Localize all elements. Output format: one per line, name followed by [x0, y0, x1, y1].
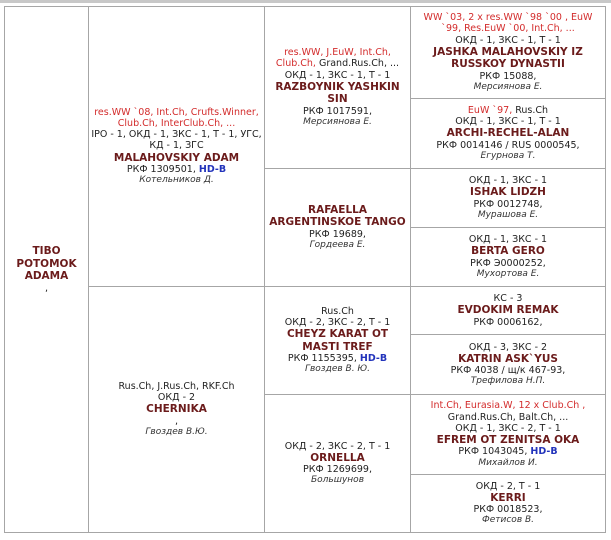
- sss-name[interactable]: JASHKA MALAHOVSKIY IZ RUSSKOY DYNASTII: [433, 45, 583, 71]
- root-dog-comma: ,: [44, 282, 49, 294]
- sire-hd: HD-B: [198, 164, 227, 176]
- dam-sire-cell: [264, 287, 411, 395]
- dsd-cell: [410, 335, 606, 395]
- dam-cell: [88, 287, 265, 533]
- dsd-grades: ОКД - 3, ЗКС - 2: [468, 341, 548, 353]
- ddd-name[interactable]: KERRI: [490, 491, 526, 504]
- dam-grades: ОКД - 2: [157, 392, 196, 404]
- dds-reg-line: [458, 446, 557, 457]
- ds-name[interactable]: CHEYZ KARAT OT MASTI TREF: [286, 328, 389, 353]
- sire-breeder: Котельников Д.: [139, 175, 214, 186]
- dds-breeder: Михайлов И.: [478, 457, 538, 468]
- ss-name[interactable]: RAZBOYNIK YASHKIN SIN: [275, 80, 400, 106]
- ds-reg-line: [288, 353, 387, 364]
- dds-reg: РКФ 1043045,: [458, 446, 531, 458]
- ssd-name[interactable]: ARCHI-RECHEL-ALAN: [446, 127, 570, 140]
- sss-reg: РКФ 15088,: [479, 70, 537, 82]
- ssd-cell: [410, 99, 606, 169]
- sd-reg: РКФ 19689,: [309, 228, 366, 240]
- sdd-reg: РКФ Э0000252,: [470, 257, 546, 269]
- root-dog-name[interactable]: TIBO POTOMOK ADAMA: [16, 245, 77, 283]
- ss-titles-line: [284, 47, 391, 58]
- ds-hd: HD-B: [359, 353, 388, 365]
- ssd-reg: РКФ 0014146 / RUS 0000545,: [436, 139, 580, 151]
- ds-breeder: Гвоздев В. Ю.: [304, 364, 370, 375]
- sire-dam-cell: [264, 169, 411, 287]
- ddd-reg: РКФ 0018523,: [473, 504, 543, 516]
- ss-titles-red-1: res.WW, J.EuW, Int.Ch,: [284, 47, 391, 59]
- sss-grades: ОКД - 1, ЗКС - 1, Т - 1: [455, 34, 561, 46]
- sds-name[interactable]: ISHAK LIDZH: [470, 186, 546, 199]
- sire-sire-cell: [264, 6, 411, 169]
- sire-reg: РКФ 1309501,: [126, 164, 199, 176]
- dd-breeder: Большунов: [311, 475, 364, 486]
- dss-name[interactable]: EVDOKIM REMAK: [457, 304, 559, 317]
- sire-reg-line: [127, 164, 226, 175]
- dsd-name[interactable]: KATRIN ASK`YUS: [458, 352, 558, 365]
- ds-reg: РКФ 1155395,: [287, 353, 360, 365]
- sss-cell: [410, 6, 606, 99]
- ddd-grades: ОКД - 2, Т - 1: [475, 480, 541, 492]
- dds-cell: [410, 395, 606, 475]
- top-divider: [0, 0, 611, 3]
- ssd-titles-plain: Rus.Ch: [512, 104, 549, 116]
- ss-reg: РКФ 1017591,: [302, 105, 372, 117]
- ds-grades: ОКД - 2, ЗКС - 2, Т - 1: [284, 316, 391, 328]
- ss-titles-line-2: [276, 58, 399, 69]
- dds-hd: HD-B: [530, 446, 558, 458]
- sdd-grades: ОКД - 1, ЗКС - 1: [468, 234, 548, 246]
- dam-name[interactable]: CHERNIKA: [146, 403, 207, 416]
- sire-grades: IPO - 1, ОКД - 1, ЗКС - 1, Т - 1, УГС, КД - 1, ЗГС: [91, 129, 262, 152]
- dsd-breeder: Трефилова Н.П.: [470, 376, 546, 387]
- dds-name[interactable]: EFREM OT ZENITSA OKA: [436, 433, 580, 446]
- dds-titles-plain: Grand.Rus.Ch, Balt.Ch, ...: [447, 411, 569, 423]
- ss-titles-red-2: Club.Ch,: [275, 58, 316, 70]
- ssd-titles-line: [468, 105, 548, 116]
- ssd-grades: ОКД - 1, ЗКС - 1, Т - 1: [455, 116, 561, 128]
- dds-titles-red: Int.Ch, Eurasia.W, 12 x Club.Ch ,: [430, 400, 586, 412]
- sds-cell: [410, 169, 606, 228]
- dss-grades: КС - 3: [493, 293, 523, 305]
- sss-breeder: Мерсиянова Е.: [473, 81, 543, 92]
- dds-grades: ОКД - 1, ЗКС - 2, Т - 1: [455, 422, 561, 434]
- ssd-titles-red: EuW `97,: [467, 104, 513, 116]
- dd-reg: РКФ 1269699,: [302, 464, 372, 476]
- sire-name[interactable]: MALAHOVSKIY ADAM: [113, 151, 240, 164]
- sd-breeder: Гордеева Е.: [309, 240, 366, 251]
- sire-titles: res.WW `08, Int.Ch, Crufts.Winner, Club.Ch, InterClub.Ch, ...: [94, 106, 259, 129]
- dam-titles: Rus.Ch, J.Rus.Ch, RKF.Ch: [118, 380, 235, 392]
- dsd-reg: РКФ 4038 / щ/к 467-93,: [450, 365, 566, 377]
- dd-name[interactable]: ORNELLA: [310, 451, 365, 464]
- sire-cell: [88, 6, 265, 287]
- sdd-breeder: Мухортова Е.: [476, 268, 540, 279]
- sdd-cell: [410, 228, 606, 287]
- dam-dam-cell: [264, 395, 411, 533]
- sds-breeder: Мурашова Е.: [477, 209, 539, 220]
- dam-breeder: Гвоздев В.Ю.: [145, 427, 208, 438]
- ddd-cell: [410, 475, 606, 533]
- root-dog-cell: [4, 6, 89, 533]
- dam-comma: ,: [174, 415, 179, 427]
- ss-grades: ОКД - 1, ЗКС - 1, Т - 1: [284, 69, 391, 81]
- dss-cell: [410, 287, 606, 335]
- dss-reg: РКФ 0006162,: [473, 316, 543, 328]
- ddd-breeder: Фетисов В.: [481, 515, 535, 526]
- sd-name[interactable]: RAFAELLA ARGENTINSKOE TANGO: [269, 203, 406, 229]
- sds-reg: РКФ 0012748,: [473, 198, 543, 210]
- ss-breeder: Мерсиянова Е.: [303, 116, 372, 127]
- ss-titles-plain: Grand.Rus.Ch, ...: [315, 58, 400, 70]
- ds-titles: Rus.Ch: [321, 305, 354, 317]
- sdd-name[interactable]: BERTA GERO: [471, 245, 545, 258]
- ssd-breeder: Егурнова Т.: [480, 151, 536, 162]
- sds-grades: ОКД - 1, ЗКС - 1: [468, 175, 548, 187]
- sss-titles: WW `03, 2 x res.WW `98 `00 , EuW `99, Res.EuW `00, Int.Ch, ...: [423, 12, 593, 35]
- dd-grades: ОКД - 2, ЗКС - 2, Т - 1: [284, 440, 391, 452]
